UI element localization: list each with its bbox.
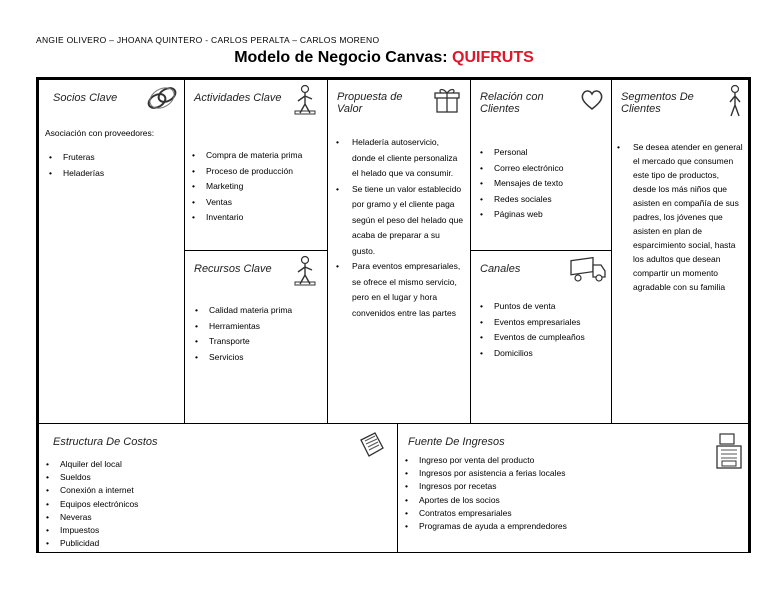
costos-heading: Estructura De Costos	[53, 436, 158, 448]
propuesta-heading-line1: Propuesta de	[337, 91, 403, 103]
actividades-list	[190, 148, 325, 226]
heart-icon	[579, 88, 605, 112]
list-item: • Neveras	[44, 511, 344, 524]
list-item: • Ingresos por asistencia a ferias locales	[403, 467, 703, 480]
list-item: • Proceso de producción	[190, 164, 325, 180]
socios-clave-block	[38, 79, 185, 424]
list-item: • Personal	[478, 145, 608, 161]
ingresos-list	[403, 454, 703, 533]
business-model-canvas	[36, 77, 751, 553]
list-item: • Contratos empresariales	[403, 507, 703, 520]
worker-icon	[293, 255, 317, 287]
list-item: • Inventario	[190, 210, 325, 226]
list-item: • Marketing	[190, 179, 325, 195]
title-prefix: Modelo de Negocio Canvas:	[234, 49, 448, 66]
authors-line: ANGIE OLIVERO – JHOANA QUINTERO - CARLOS PERALTA – CARLOS MORENO	[36, 35, 380, 45]
recursos-list	[193, 303, 325, 365]
fuente-ingresos-block	[397, 423, 749, 553]
relacion-clientes-block	[470, 79, 612, 251]
list-item: • Páginas web	[478, 207, 608, 223]
actividades-clave-heading: Actividades Clave	[194, 92, 282, 104]
list-item: • Para eventos empresariales, se ofrece el mismo servicio, pero en el lugar y hora convenidos entre las partes	[334, 259, 464, 321]
socios-list	[47, 150, 177, 181]
relacion-heading-line1: Relación con	[480, 91, 544, 103]
list-item: • Calidad materia prima	[193, 303, 325, 319]
chain-link-icon	[145, 83, 179, 113]
relacion-heading	[480, 91, 544, 115]
list-item: • Se desea atender en general el mercado que consumen este tipo de productos, desde los más niños que asisten en compañía de sus padres, los jóvenes que asisten en plan de esparcimiento social, hasta los adultos que desean compartir un momento agradable con su familia	[615, 140, 743, 294]
segmentos-heading-line2: Clientes	[621, 103, 661, 115]
list-item: • Puntos de venta	[478, 299, 611, 315]
list-item: • Mensajes de texto	[478, 176, 608, 192]
list-item: • Alquiler del local	[44, 458, 344, 471]
list-item: • Publicidad	[44, 537, 344, 550]
segmentos-heading-line1: Segmentos De	[621, 91, 694, 103]
list-item: • Compra de materia prima	[190, 148, 325, 164]
truck-icon	[569, 257, 607, 283]
recursos-clave-heading: Recursos Clave	[194, 263, 272, 275]
relacion-list	[478, 145, 608, 223]
propuesta-valor-block	[327, 79, 471, 424]
list-item: • Heladería autoservicio, donde el cliente personaliza el helado que va consumir.	[334, 135, 464, 182]
list-item: • Redes sociales	[478, 192, 608, 208]
costos-list	[44, 458, 344, 550]
list-item: • Programas de ayuda a emprendedores	[403, 520, 703, 533]
propuesta-heading	[337, 91, 402, 115]
cash-register-icon	[714, 432, 746, 472]
list-item: • Domicilios	[478, 346, 611, 362]
list-item: • Aportes de los socios	[403, 494, 703, 507]
canales-heading: Canales	[480, 263, 521, 275]
segmentos-clientes-block	[611, 79, 749, 424]
worker-icon	[293, 84, 317, 116]
segmentos-list	[615, 140, 743, 294]
list-item: • Conexión a internet	[44, 484, 344, 497]
gift-icon	[432, 86, 462, 116]
segmentos-heading	[621, 91, 694, 115]
list-item: • Ventas	[190, 195, 325, 211]
list-item: • Ingreso por venta del producto	[403, 454, 703, 467]
canales-block	[470, 250, 612, 424]
page-title	[0, 49, 768, 67]
invoice-icon	[357, 430, 387, 460]
recursos-clave-block	[184, 250, 328, 424]
list-item: • Impuestos	[44, 524, 344, 537]
list-item: • Servicios	[193, 350, 325, 366]
ingresos-heading: Fuente De Ingresos	[408, 436, 505, 448]
list-item: • Sueldos	[44, 471, 344, 484]
estructura-costos-block	[38, 423, 398, 553]
propuesta-list	[334, 135, 464, 321]
socios-intro: Asociación con proveedores:	[45, 128, 155, 138]
list-item: • Transporte	[193, 334, 325, 350]
canales-list	[478, 299, 611, 361]
relacion-heading-line2: Clientes	[480, 103, 520, 115]
brand-name: QUIFRUTS	[452, 49, 534, 66]
list-item: • Heladerías	[47, 166, 177, 182]
list-item: • Ingresos por recetas	[403, 480, 703, 493]
list-item: • Se tiene un valor establecido por gramo y el cliente paga según el peso del helado que acaba de preparar a su gusto.	[334, 182, 464, 260]
list-item: • Eventos empresariales	[478, 315, 611, 331]
list-item: • Herramientas	[193, 319, 325, 335]
actividades-clave-block	[184, 79, 328, 251]
list-item: • Correo electrónico	[478, 161, 608, 177]
propuesta-heading-line2: Valor	[337, 103, 363, 115]
list-item: • Eventos de cumpleaños	[478, 330, 611, 346]
person-icon	[726, 84, 744, 118]
list-item: • Equipos electrónicos	[44, 498, 344, 511]
list-item: • Fruteras	[47, 150, 177, 166]
socios-clave-heading: Socios Clave	[53, 92, 118, 104]
